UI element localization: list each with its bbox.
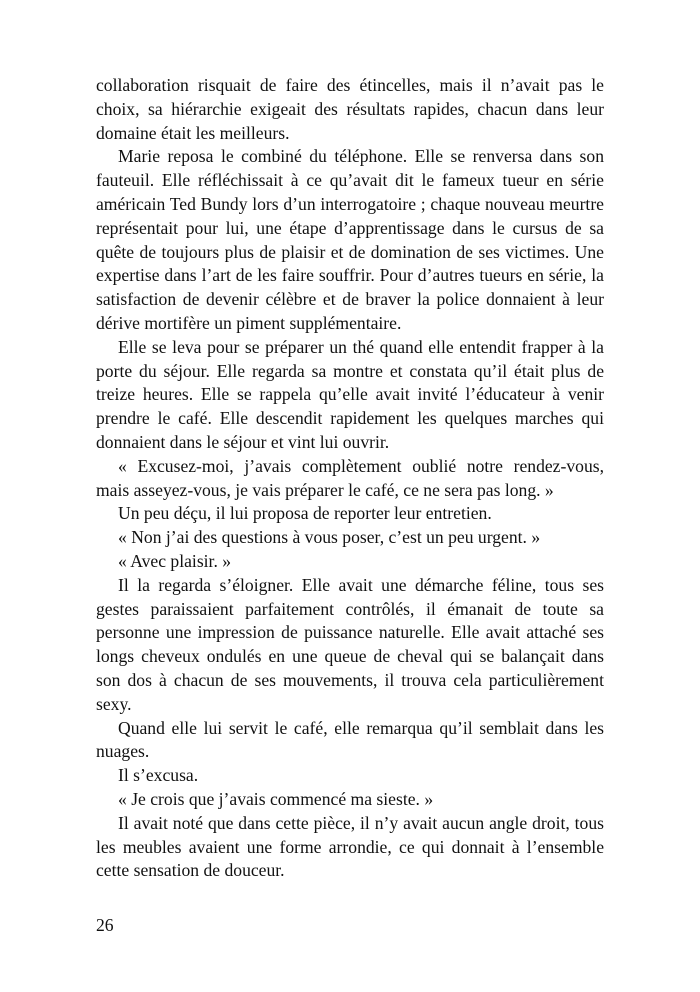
dialogue-questions: « Non j’ai des questions à vous poser, c’est un peu urgent. » xyxy=(118,527,541,548)
paragraph-watching-her: Il la regarda s’éloigner. Elle avait une démarche féline, tous ses gestes paraissaient parfaitement contrôlés, il émanait de toute sa personne une impression de puissance naturelle. Elle avait attaché ses longs cheveux ondulés en une queue de cheval qui se balançait dans son dos à chacun de ses mouvements, il trouva cela particulièrement sexy. xyxy=(96,574,604,714)
dialogue-with-pleasure: « Avec plaisir. » xyxy=(118,550,232,571)
dialogue-nap: « Je crois que j’avais commencé ma sieste. » xyxy=(118,788,434,809)
paragraph-continuation: collaboration risquait de faire des étincelles, mais il n’avait pas le choix, sa hiérarchie exigeait des résultats rapides, chacun dans leur domaine était les meilleurs. xyxy=(96,75,604,143)
paragraph-door-knock: Elle se leva pour se préparer un thé quand elle entendit frapper à la porte du séjour. Elle regarda sa montre et constata qu’il était plus de treize heures. Elle se rappela qu’elle avait invité l’éducateur à venir prendre le café. Elle descendit rapidement les quelques marches qui donnaient dans le séjour et vint lui ouvrir. xyxy=(96,336,604,452)
dialogue-excuse-me: « Excusez-moi, j’avais complètement oublié notre rendez-vous, mais asseyez-vous, je vais préparer le café, ce ne sera pas long. » xyxy=(96,455,604,500)
paragraph-coffee-served: Quand elle lui servit le café, elle remarqua qu’il semblait dans les nuages. xyxy=(96,717,604,762)
paragraph-disappointed: Un peu déçu, il lui proposa de reporter leur entretien. xyxy=(118,503,492,524)
body-text xyxy=(96,74,604,883)
paragraph-rounded-furniture: Il avait noté que dans cette pièce, il n’y avait aucun angle droit, tous les meubles avaient une forme arrondie, ce qui donnait à l’ensemble cette sensation de douceur. xyxy=(96,812,604,881)
paragraph-apology: Il s’excusa. xyxy=(118,765,199,786)
page-number: 26 xyxy=(96,915,114,935)
paragraph-marie-phone: Marie reposa le combiné du téléphone. Elle se renversa dans son fauteuil. Elle réfléchissait à ce qu’avait dit le fameux tueur en série américain Ted Bundy lors d’un interrogatoire ; chaque nouveau meurtre représentait pour lui, une étape d’apprentissage dans le cursus de sa quête de toujours plus de plaisir et de domination de ses victimes. Une expertise dans l’art de les faire souffrir. Pour d’autres tueurs en série, la satisfaction de devenir célèbre et de braver la police donnaient à leur dérive mortifère un piment supplémentaire. xyxy=(96,146,604,333)
